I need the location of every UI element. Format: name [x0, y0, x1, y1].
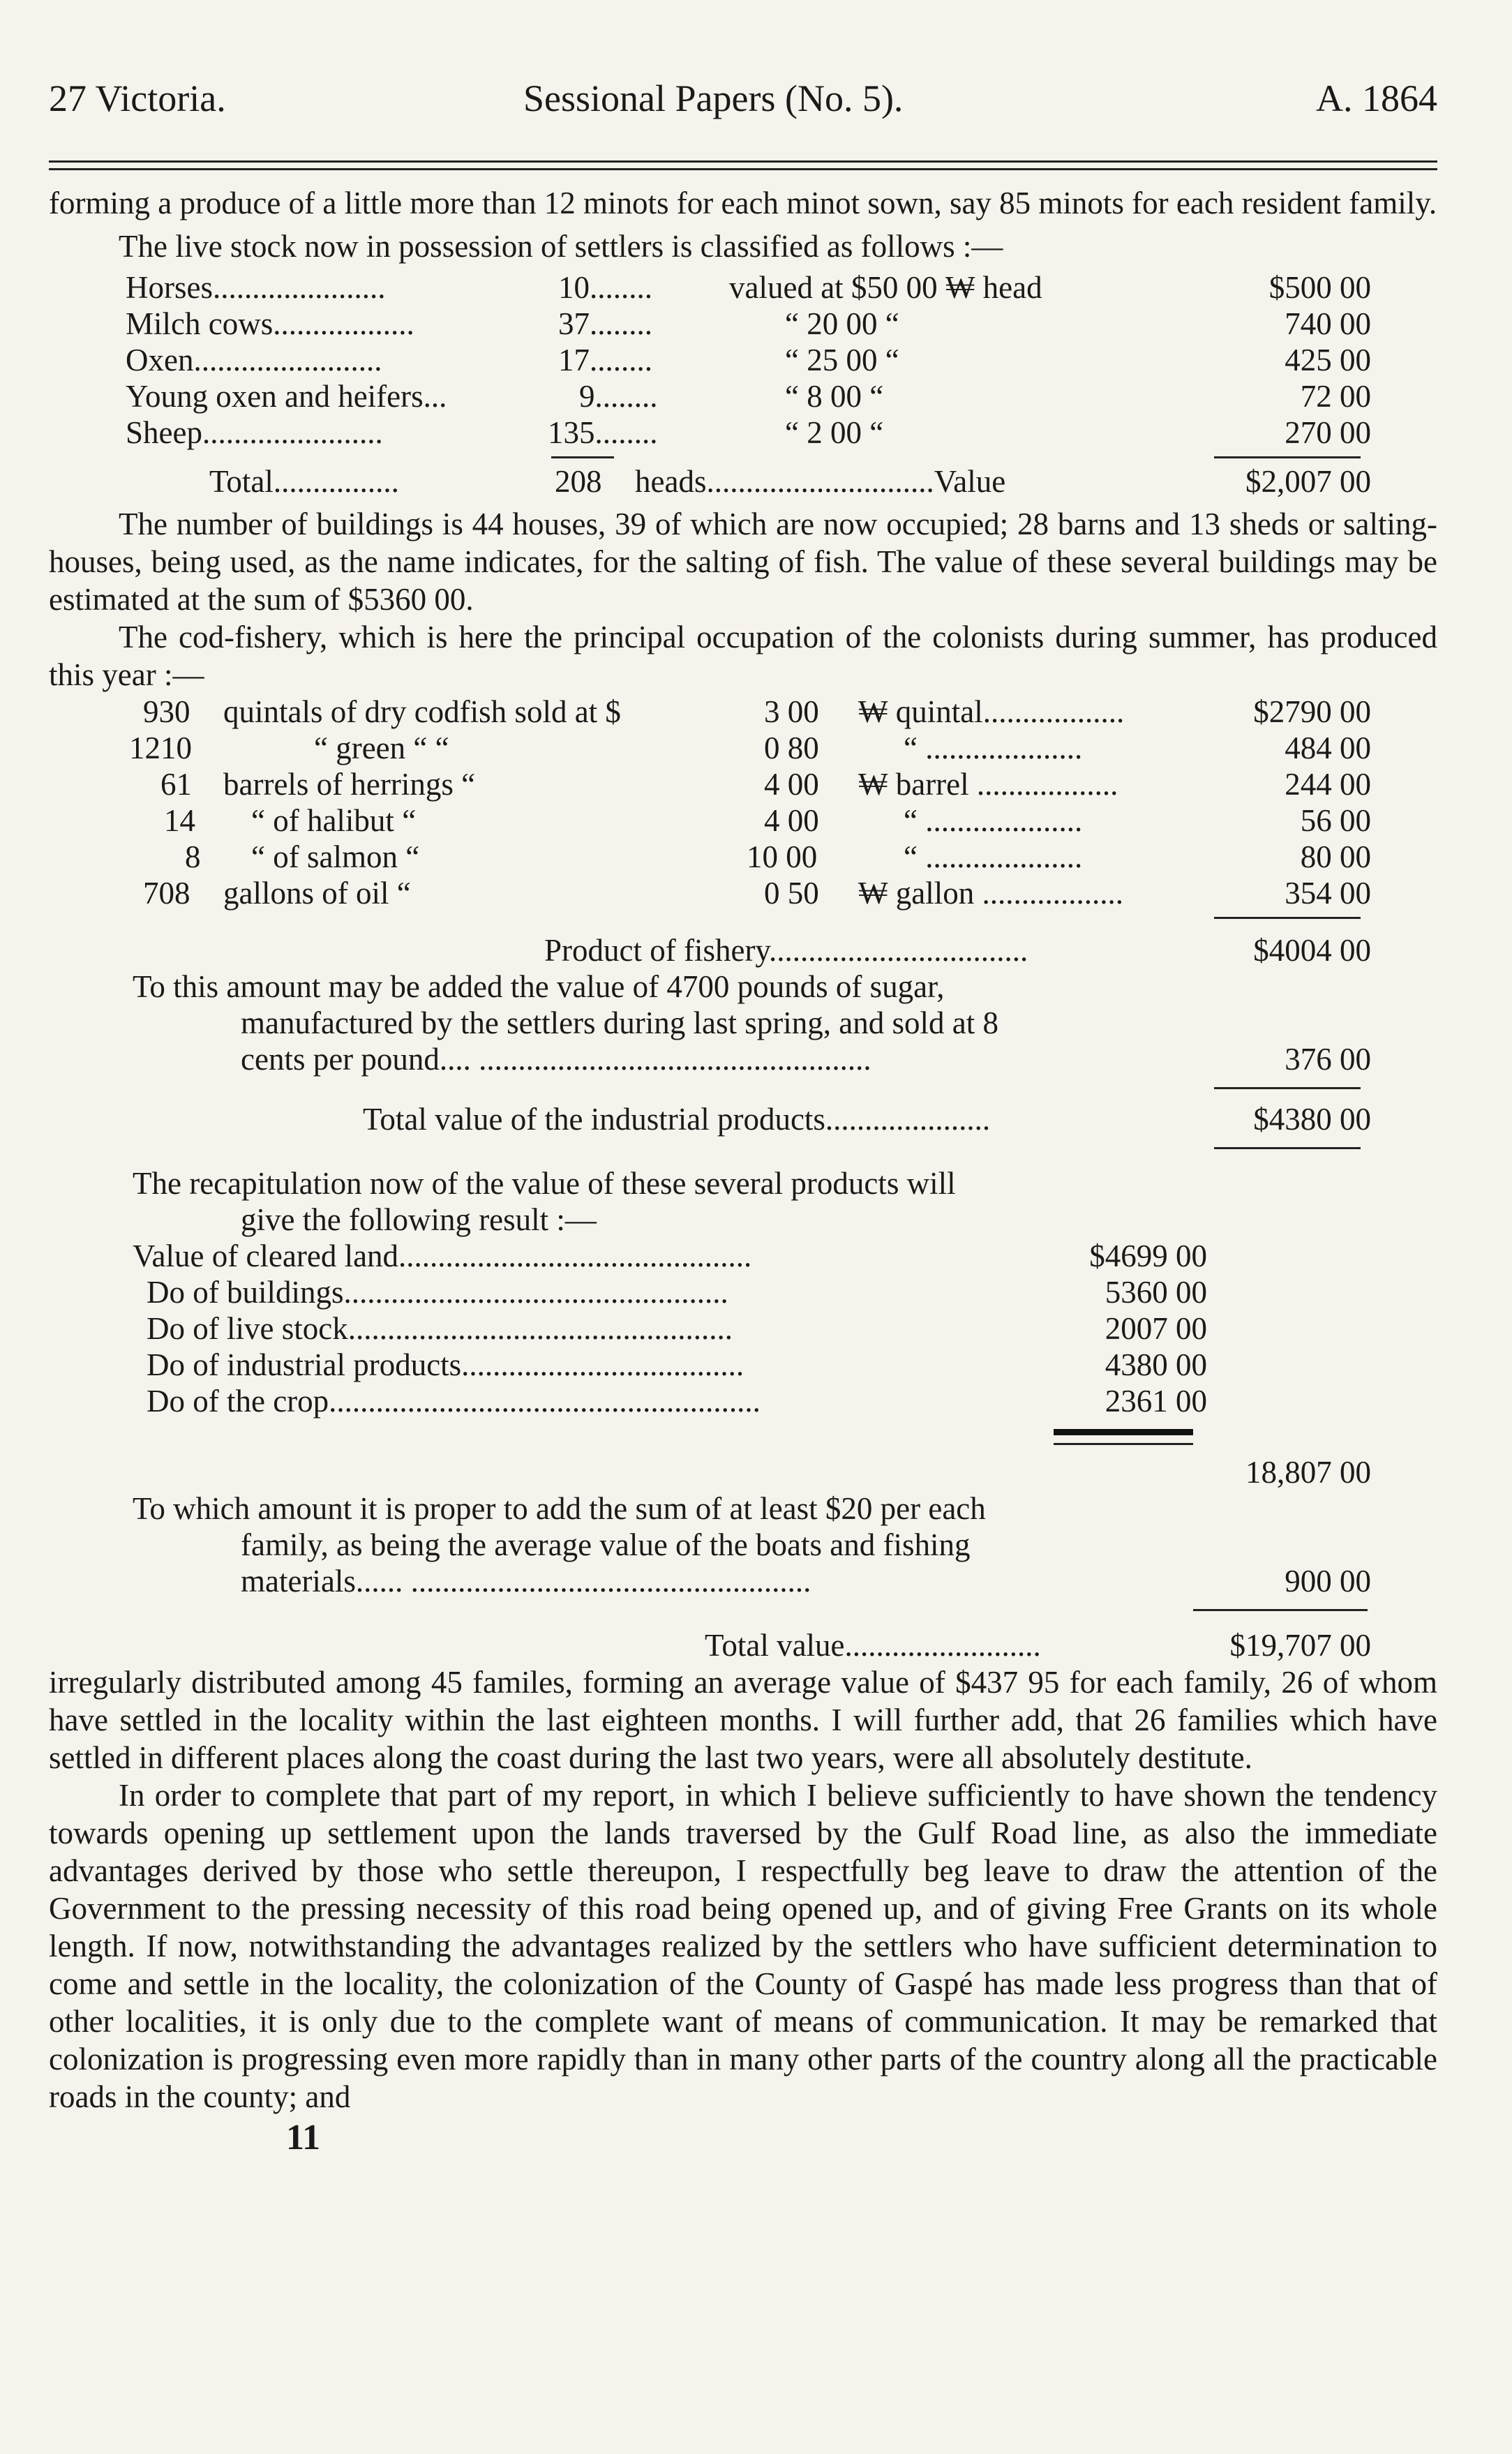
fish-unit: “ ....................: [904, 803, 1083, 838]
recap-value: $4699 00: [1089, 1239, 1207, 1273]
table-row: [49, 694, 1437, 730]
table-row: [49, 875, 1437, 911]
fish-price: 3 00: [764, 694, 819, 729]
recap-line: [49, 1202, 1437, 1238]
industrial-total-value: $4380 00: [1253, 1102, 1371, 1137]
recap-value: 2361 00: [1105, 1384, 1207, 1419]
stock-count: 37........: [558, 306, 652, 341]
fishery-total-value: $4004 00: [1253, 933, 1371, 968]
sugar-line: [49, 1041, 1437, 1077]
grand-total-value: $19,707 00: [1229, 1628, 1371, 1663]
fish-total: $2790 00: [1253, 694, 1371, 729]
sum-rule: [1193, 1609, 1368, 1611]
recap-value: 4380 00: [1105, 1347, 1207, 1382]
recap-label: Do of buildings.................................................: [147, 1275, 728, 1310]
total-label: Total................: [209, 464, 399, 499]
table-row: [49, 269, 1437, 306]
table-row: [49, 1274, 1437, 1310]
fish-total: 484 00: [1285, 731, 1371, 765]
header-left: 27 Victoria.: [49, 77, 226, 119]
stock-total: $500 00: [1268, 270, 1371, 305]
sugar-text: To this amount may be added the value of 4700 pounds of sugar,: [133, 969, 945, 1004]
stock-count: 17........: [558, 343, 652, 377]
boats-value: 900 00: [1285, 1564, 1371, 1599]
fish-unit: “ ....................: [904, 731, 1083, 765]
fish-qty: 61: [160, 767, 192, 802]
fish-desc: “ green “ “: [314, 731, 449, 765]
fishery-total-label: Product of fishery.................................: [544, 933, 1028, 968]
fish-desc: barrels of herrings “: [223, 767, 476, 802]
grand-total-row: [49, 1627, 1437, 1663]
boats-line: [49, 1527, 1437, 1563]
recap-label: Value of cleared land.............................................: [133, 1239, 752, 1273]
table-row: [49, 342, 1437, 378]
boats-text: To which amount it is proper to add the sum of at least $20 per each: [133, 1491, 986, 1526]
table-row: [49, 766, 1437, 802]
fish-total: 244 00: [1285, 767, 1371, 802]
table-row: [49, 1347, 1437, 1383]
buildings-paragraph: The number of buildings is 44 houses, 39 of which are now occupied; 28 barns and 13 sheds or salting-houses, being used, as the name indicates, for the salting of fish. The value of these several buildings may be estimated at the sum of $5360 00.: [49, 507, 1437, 617]
table-row: [49, 802, 1437, 839]
recap-value: 2007 00: [1105, 1311, 1207, 1346]
header-rule: [49, 160, 1437, 170]
stock-name: Oxen........................: [126, 343, 382, 377]
fish-qty: 8: [185, 839, 201, 874]
header-right: A. 1864: [1316, 77, 1437, 119]
stock-table: [49, 269, 1437, 500]
fish-price: 10 00: [747, 839, 818, 874]
total-count: 208: [555, 464, 602, 499]
stock-valued: “ 2 00 “: [785, 415, 884, 450]
recap-sum-row: [49, 1454, 1437, 1490]
fish-qty: 708: [143, 876, 190, 911]
sugar-text: manufactured by the settlers during last spring, and sold at 8: [241, 1005, 998, 1040]
stock-name: Milch cows..................: [126, 306, 414, 341]
stock-valued: valued at $50 00 ₩ head: [729, 270, 1042, 305]
table-row: [49, 306, 1437, 342]
recap-value: 5360 00: [1105, 1275, 1207, 1310]
fishery-table: [49, 694, 1437, 1663]
stock-name: Horses......................: [126, 270, 386, 305]
sum-rule: [551, 456, 614, 458]
fish-total: 354 00: [1285, 876, 1371, 911]
fish-price: 0 80: [764, 731, 819, 765]
stock-count: 9........: [579, 379, 658, 414]
sum-rule: [1214, 1147, 1361, 1149]
recap-text: give the following result :—: [241, 1202, 597, 1237]
fish-desc: gallons of oil “: [223, 876, 411, 911]
fish-unit: ₩ barrel ..................: [858, 767, 1118, 802]
boats-line: [49, 1490, 1437, 1527]
stock-valued: “ 20 00 “: [785, 306, 899, 341]
stock-total: 72 00: [1300, 379, 1371, 414]
table-row: [49, 378, 1437, 414]
fish-price: 0 50: [764, 876, 819, 911]
recap-text: The recapitulation now of the value of these several products will: [133, 1166, 956, 1201]
sugar-text: cents per pound.... ..................................................: [241, 1042, 871, 1077]
stock-total: 740 00: [1285, 306, 1371, 341]
industrial-total-label: Total value of the industrial products.....................: [363, 1102, 991, 1137]
sum-rule-thick: [1054, 1429, 1193, 1435]
closing-paragraph: irregularly distributed among 45 familes, forming an average value of $437 95 for each family, 26 of whom have settled in the locality within the last eighteen months. I will further add, that 26 families which have settled in different places along the coast during the last two years, were all absolutely destitute.: [49, 1665, 1437, 1775]
header-center: Sessional Papers (No. 5).: [523, 77, 904, 119]
table-row: [49, 1310, 1437, 1347]
industrial-total-row: [49, 1101, 1437, 1137]
fish-qty: 930: [143, 694, 190, 729]
fish-desc: “ of halibut “: [251, 803, 417, 838]
stock-name: Young oxen and heifers...: [126, 379, 447, 414]
recap-label: Do of live stock.................................................: [147, 1311, 733, 1346]
fish-desc: “ of salmon “: [251, 839, 420, 874]
fishery-total-row: [49, 932, 1437, 968]
recap-label: Do of the crop.......................................................: [147, 1384, 761, 1419]
fish-unit: “ ....................: [904, 839, 1083, 874]
fishery-intro: The cod-fishery, which is here the principal occupation of the colonists during summer, has produced this year :—: [49, 620, 1437, 692]
fish-desc: quintals of dry codfish sold at $: [223, 694, 621, 729]
fish-total: 80 00: [1300, 839, 1371, 874]
stock-count: 135........: [548, 415, 658, 450]
closing-paragraph-2: In order to complete that part of my report, in which I believe sufficiently to have shown the tendency towards opening up settlement upon the lands traversed by the Gulf Road line, as also the immediate advantages derived by those who settle thereupon, I respectfully beg leave to draw the attention of the Government to the pressing necessity of this road being opened up, and of giving Free Grants on its whole length. If now, notwithstanding the advantages realized by the settlers who have sufficient determination to come and settle in the locality, the colonization of the County of Gaspé has made less progress than that of other localities, it is only due to the complete want of means of communication. It may be remarked that colonization is progressing even more rapidly than in many other parts of the country along all the practicable roads in the county; and: [49, 1778, 1437, 2114]
stock-name: Sheep.......................: [126, 415, 383, 450]
sum-rule: [1214, 1087, 1361, 1089]
fish-price: 4 00: [764, 767, 819, 802]
boats-text: family, as being the average value of the boats and fishing: [241, 1527, 971, 1562]
boats-text: materials...... ...................................................: [241, 1564, 811, 1599]
table-row: [49, 839, 1437, 875]
recap-sum-value: 18,807 00: [1245, 1455, 1371, 1490]
fish-unit: ₩ quintal..................: [858, 694, 1125, 729]
table-row: [49, 1383, 1437, 1419]
stock-count: 10........: [558, 270, 652, 305]
table-row: [49, 1238, 1437, 1274]
recap-line: [49, 1165, 1437, 1202]
page-number: 11: [286, 2118, 321, 2157]
fish-qty: 14: [164, 803, 195, 838]
fish-price: 4 00: [764, 803, 819, 838]
stock-intro: The live stock now in possession of settlers is classified as follows :—: [119, 229, 1003, 264]
sugar-line: [49, 1005, 1437, 1041]
fish-total: 56 00: [1300, 803, 1371, 838]
stock-total-row: [49, 463, 1437, 500]
fish-unit: ₩ gallon ..................: [858, 876, 1123, 911]
sum-rule: [1214, 917, 1361, 919]
fish-qty: 1210: [129, 731, 192, 765]
sum-rule: [1054, 1443, 1193, 1445]
intro-paragraph: forming a produce of a little more than 12 minots for each minot sown, say 85 minots for each resident family.: [49, 186, 1437, 220]
total-value: $2,007 00: [1245, 464, 1371, 499]
total-heads: heads.............................Value: [635, 464, 1006, 499]
table-row: [49, 730, 1437, 766]
stock-total: 425 00: [1285, 343, 1371, 377]
sugar-value: 376 00: [1285, 1042, 1371, 1077]
stock-valued: “ 8 00 “: [785, 379, 884, 414]
stock-total: 270 00: [1285, 415, 1371, 450]
sugar-line: [49, 968, 1437, 1005]
running-header: [49, 77, 1437, 133]
recap-label: Do of industrial products....................................: [147, 1347, 744, 1382]
stock-valued: “ 25 00 “: [785, 343, 899, 377]
sum-rule: [1214, 456, 1361, 458]
table-row: [49, 414, 1437, 451]
grand-total-label: Total value.........................: [705, 1628, 1041, 1663]
boats-line: [49, 1563, 1437, 1599]
document-page: [49, 77, 1437, 2421]
